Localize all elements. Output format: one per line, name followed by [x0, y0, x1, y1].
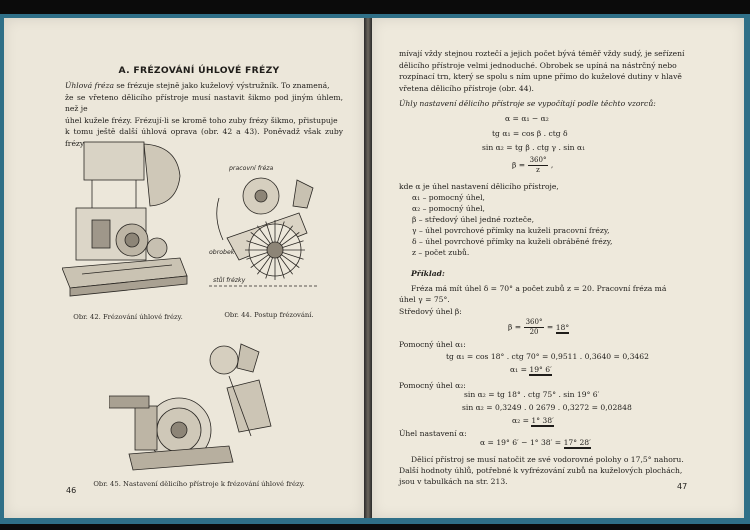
- beta-calc-fraction: [524, 318, 545, 337]
- figure-44-label-obrobek: obrobek: [209, 249, 235, 256]
- right-intro-paragraph: [399, 48, 699, 94]
- beta-calculation: [508, 318, 569, 337]
- legend-line: β – středový úhel jedné rozteče,: [412, 215, 535, 224]
- closing-line: Další hodnoty úhlů, potřebné k vyfrézování zubů na kuželových plochách,: [399, 466, 683, 475]
- formula-alpha: α = α₁ − α₂: [505, 114, 549, 123]
- figure-44-label-pracovni: pracovní fréza: [229, 165, 274, 172]
- formula-beta-lhs: β =: [512, 160, 526, 170]
- aux1-equation-2: [510, 365, 552, 374]
- closing-line: jsou v tabulkách na str. 213.: [399, 477, 508, 486]
- left-page-number: 46: [66, 486, 77, 495]
- intro-line-2: [65, 92, 343, 115]
- section-title: A. FRÉZOVÁNÍ ÚHLOVÉ FRÉZY: [118, 65, 280, 76]
- legend-line: kde α je úhel nastavení dělicího přístroje,: [399, 182, 559, 191]
- figure-45-dividing-head: [109, 336, 289, 474]
- central-angle-heading: Středový úhel β:: [399, 307, 462, 316]
- intro-line-1: [65, 80, 343, 92]
- figure-44-process-diagram: [209, 158, 319, 298]
- formula-beta-denominator: z: [536, 166, 540, 174]
- figure-42-caption: Obr. 42. Frézování úhlové frézy.: [73, 313, 183, 321]
- right-intro-line: mívají vždy stejnou roztečí a jejich počet bývá téměř vždy sudý, je seřízení: [399, 49, 685, 58]
- setting-eq-lhs: α = 19° 6′ − 1° 38′ =: [480, 438, 562, 447]
- figure-44-caption: Obr. 44. Postup frézování.: [224, 311, 314, 319]
- aux1-eq2-result: 19° 6′: [529, 365, 552, 374]
- legend-line: α₂ – pomocný úhel,: [412, 204, 485, 213]
- aux2-heading: Pomocný úhel α₂:: [399, 381, 466, 390]
- left-page: [4, 18, 364, 518]
- aux2-equation-1: sin α₂ = tg 18° . ctg 75° . sin 19° 6′: [464, 390, 600, 399]
- formula-beta-numerator: 360°: [529, 156, 547, 164]
- figure-44-label-stul: stůl frézky: [213, 277, 246, 284]
- right-page-number: 47: [677, 482, 688, 491]
- right-page: [372, 18, 744, 518]
- figure-42-milling-drawing: [62, 136, 192, 306]
- setting-eq-result: 17° 28′: [563, 438, 591, 447]
- aux1-eq2-lhs: α₁ =: [510, 365, 527, 374]
- beta-calc-equals: =: [546, 322, 554, 332]
- formula-sin-alpha2: sin α₂ = tg β . ctg γ . sin α₁: [482, 143, 586, 152]
- beta-calc-result: 18°: [555, 322, 570, 332]
- example-heading: Příklad:: [411, 269, 445, 278]
- intro-line-3: [65, 115, 343, 127]
- setting-angle-equation: [480, 438, 591, 447]
- intro-line-text: k tomu ještě další úhlová oprava (obr. 42 a 43). Poněvadž však zuby frézy: [65, 127, 343, 148]
- aux1-equation-1: tg α₁ = cos 18° . ctg 70° = 0,9511 . 0,3640 = 0,3462: [446, 352, 649, 361]
- example-line: úhel γ = 75°.: [399, 295, 450, 304]
- formula-beta-comma: ,: [550, 160, 554, 170]
- formula-beta-fraction: [528, 156, 549, 175]
- beta-calc-lhs: β =: [508, 322, 522, 332]
- intro-line-text: se frézuje stejně jako kuželový výstružník. To znamená,: [114, 81, 330, 90]
- aux2-equation-2: sin α₂ = 0,3249 . 0 2679 . 0,3272 = 0,02848: [462, 403, 632, 412]
- setting-angle-heading: Úhel nastavení α:: [399, 429, 467, 438]
- intro-line-text: že se vřeteno dělicího přístroje musí nastavit šikmo pod jiným úhlem, než je: [65, 92, 343, 113]
- legend-line: δ – úhel povrchové přímky na kuželi obráběné frézy,: [412, 237, 613, 246]
- aux1-heading: Pomocný úhel α₁:: [399, 340, 466, 349]
- aux2-eq3-result: 1° 38′: [531, 416, 554, 425]
- right-intro-line: vřetena dělicího přístroje (obr. 44).: [399, 83, 534, 93]
- legend-line: α₁ – pomocný úhel,: [412, 193, 485, 202]
- right-intro-line: rozpínací trn, který se spolu s ním upne přímo do kuželové dutiny v hlavě: [399, 72, 682, 81]
- example-line: Fréza má mít úhel δ = 70° a počet zubů z = 20. Pracovní fréza má: [411, 284, 667, 293]
- legend-line: γ – úhel povrchové přímky na kuželi pracovní frézy,: [412, 226, 610, 235]
- closing-line: Dělicí přístroj se musí natočit ze své vodorovné polohy o 17,5° nahoru.: [411, 455, 684, 464]
- beta-calc-denominator: 20: [529, 328, 539, 336]
- aux2-eq3-lhs: α₂ =: [512, 416, 529, 425]
- legend-line: z – počet zubů.: [412, 248, 470, 257]
- intro-italic-term: Úhlová fréza: [65, 81, 114, 90]
- figure-45-caption: Obr. 45. Nastavení dělicího přístroje k frézování úhlové frézy.: [93, 480, 305, 488]
- aux2-equation-3: [512, 416, 554, 425]
- beta-calc-numerator: 360°: [525, 318, 543, 326]
- formula-tg-alpha1: tg α₁ = cos β . ctg δ: [492, 129, 568, 138]
- book-gutter: [364, 18, 372, 518]
- angles-heading: Úhly nastavení dělicího přístroje se vypočítají podle těchto vzorců:: [399, 99, 656, 108]
- intro-line-text: úhel kužele frézy. Frézují-li se kromě toho zuby frézy šikmo, přistupuje: [65, 115, 338, 125]
- formula-beta: [512, 156, 553, 175]
- right-intro-line: dělicího přístroje velmi jednoduché. Obrobek se upíná na nástrčný nebo: [399, 60, 677, 70]
